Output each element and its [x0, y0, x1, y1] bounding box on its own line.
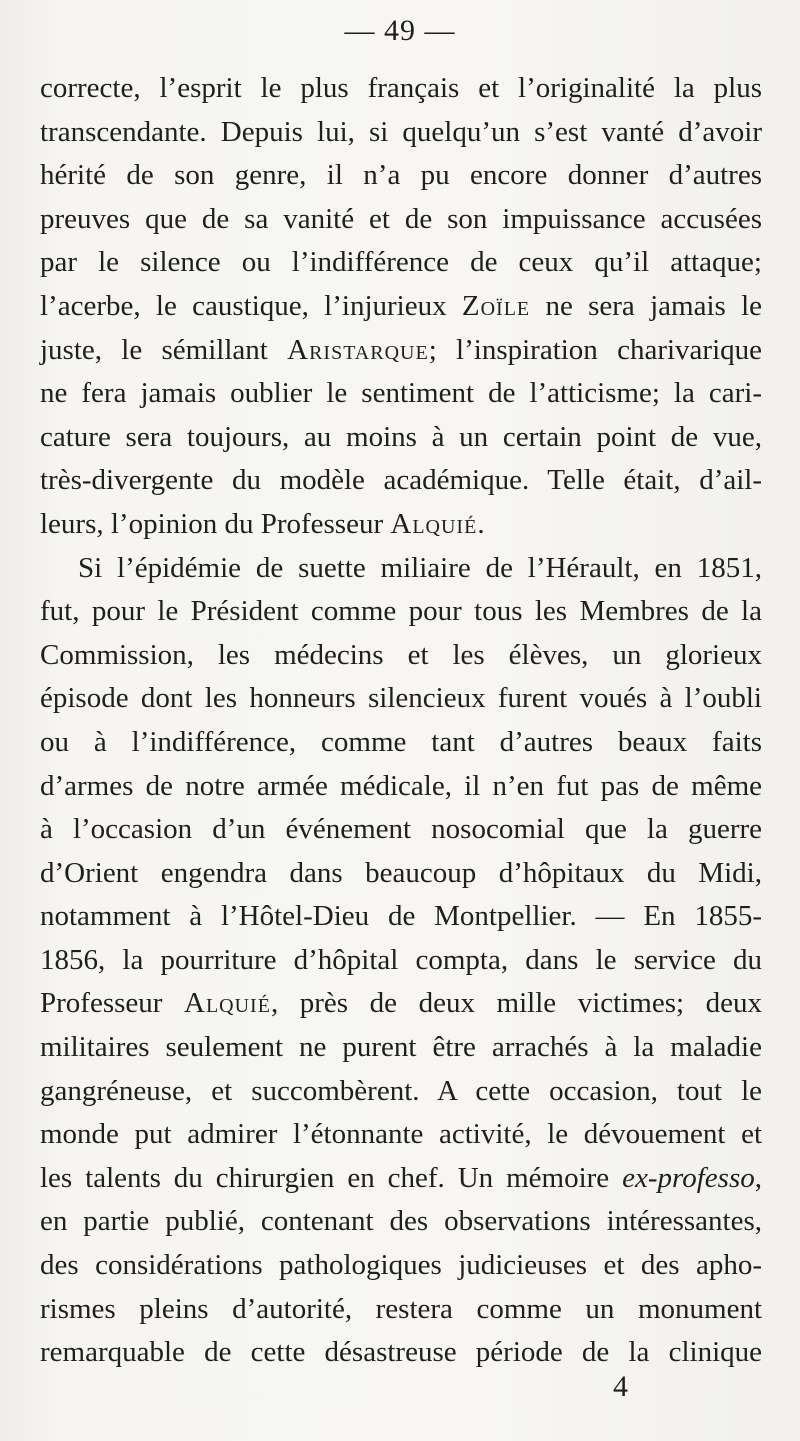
text-segment: remarquable de cette désastreuse période de la clinique — [40, 1336, 762, 1369]
text-line — [40, 416, 762, 460]
text-line — [40, 67, 762, 111]
text-segment: en partie publié, contenant des observations intéressantes, — [40, 1205, 762, 1238]
text-segment: ne sera jamais le — [530, 289, 763, 322]
text-segment: ou à l’indifférence, comme tant d’autres beaux faits — [40, 725, 762, 758]
text-line — [40, 1113, 762, 1157]
page-number: — 49 — — [344, 14, 456, 47]
proper-name: Alquié — [184, 987, 271, 1020]
text-segment: ; l’inspiration charivarique — [428, 333, 763, 366]
text-segment: très-divergente du modèle académique. Telle était, d’ail- — [40, 464, 762, 497]
text-line — [40, 198, 762, 242]
text-line — [40, 285, 762, 329]
text-segment: juste, le sémillant — [40, 333, 288, 366]
text-segment: d’Orient engendra dans beaucoup d’hôpitaux du Midi, — [40, 856, 762, 889]
text-line — [40, 634, 762, 678]
text-segment: épisode dont les honneurs silencieux furent voués à l’oubli — [40, 682, 762, 715]
text-line — [40, 503, 762, 547]
text-segment: ne fera jamais oublier le sentiment de l’atticisme; la cari- — [40, 377, 762, 410]
text-line — [40, 241, 762, 285]
text-segment: militaires seulement ne purent être arrachés à la maladie — [40, 1031, 762, 1064]
text-segment: monde put admirer l’étonnante activité, le dévouement et — [40, 1118, 762, 1151]
text-line — [40, 852, 762, 896]
text-segment: des considérations pathologiques judicieuses et des apho- — [40, 1249, 762, 1282]
text-segment: correcte, l’esprit le plus français et l’originalité la plus — [40, 72, 762, 104]
proper-name: Aristarque — [287, 333, 429, 366]
signature-mark: 4 — [613, 1370, 628, 1403]
text-line — [40, 590, 762, 634]
text-segment: 1856, la pourriture d’hôpital compta, dans le service du — [40, 943, 762, 976]
text-line — [40, 808, 762, 852]
text-line — [40, 677, 762, 721]
text-line — [40, 372, 762, 416]
text-line — [40, 1200, 762, 1244]
text-line — [40, 547, 762, 591]
text-segment: Professeur — [40, 987, 184, 1020]
text-segment: Commission, les médecins et les élèves, un glorieux — [40, 638, 762, 671]
text-line — [40, 982, 762, 1026]
text-line — [40, 1244, 762, 1288]
text-line — [40, 895, 762, 939]
text-line — [40, 329, 762, 373]
body-text — [40, 67, 762, 1375]
text-segment: transcendante. Depuis lui, si quelqu’un s’est vanté d’avoir — [40, 115, 762, 148]
text-line — [40, 154, 762, 198]
text-line — [40, 1157, 762, 1201]
text-segment: , près de deux mille victimes; deux — [270, 987, 762, 1020]
text-segment: , — [754, 1161, 762, 1194]
text-segment: par le silence ou l’indifférence de ceux qu’il attaque; — [40, 246, 762, 279]
text-line — [40, 765, 762, 809]
text-line — [40, 1288, 762, 1332]
text-segment: Si l’épidémie de suette miliaire de l’Hérault, en 1851, — [78, 551, 762, 584]
text-line — [40, 1026, 762, 1070]
text-segment: notamment à l’Hôtel-Dieu de Montpellier. — En 1855- — [40, 900, 762, 933]
text-segment: hérité de son genre, il n’a pu encore donner d’autres — [40, 159, 762, 192]
text-line — [40, 721, 762, 765]
text-segment: les talents du chirurgien en chef. Un mémoire — [40, 1161, 623, 1194]
text-segment: à l’occasion d’un événement nosocomial que la guerre — [40, 813, 762, 846]
proper-name: Alquié — [390, 507, 478, 540]
text-segment: d’armes de notre armée médicale, il n’en fut pas de même — [40, 769, 762, 802]
text-line — [40, 1331, 762, 1375]
text-line — [40, 1070, 762, 1114]
text-segment: . — [477, 507, 485, 540]
text-line — [40, 939, 762, 983]
text-segment: fut, pour le Président comme pour tous les Membres de la — [40, 595, 762, 628]
text-line — [40, 459, 762, 503]
text-segment: leurs, l’opinion du Professeur — [40, 507, 391, 540]
italic-term: ex-professo — [622, 1161, 755, 1194]
text-segment: l’acerbe, le caustique, l’injurieux — [40, 289, 462, 322]
text-segment: gangréneuse, et succombèrent. A cette occasion, tout le — [40, 1074, 762, 1107]
text-line — [40, 111, 762, 155]
text-segment: rismes pleins d’autorité, restera comme un monument — [40, 1292, 762, 1325]
proper-name: Zoïle — [461, 289, 531, 322]
text-segment: cature sera toujours, au moins à un certain point de vue, — [40, 420, 762, 453]
text-segment: preuves que de sa vanité et de son impuissance accusées — [40, 202, 762, 235]
